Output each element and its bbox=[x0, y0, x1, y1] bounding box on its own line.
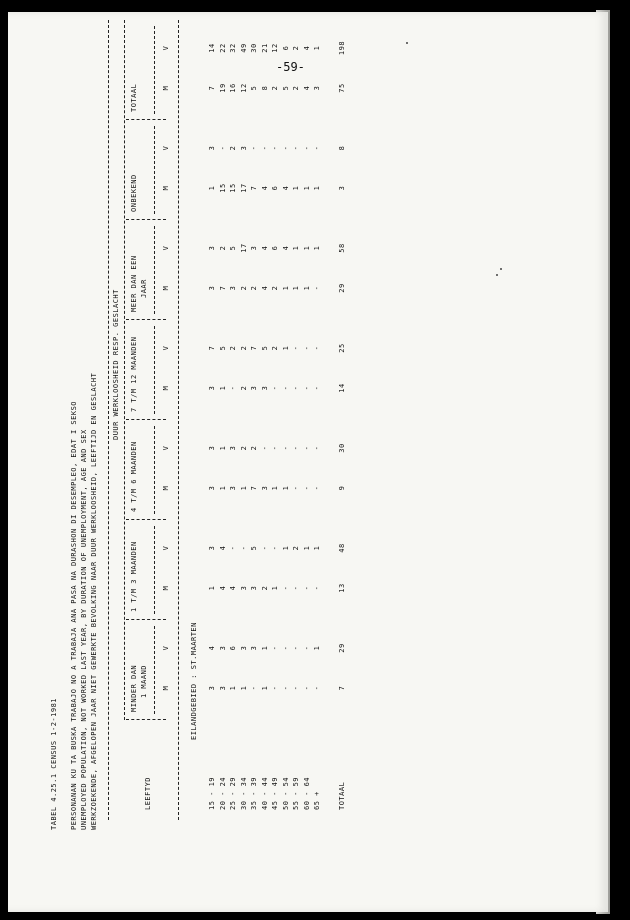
scan-speck bbox=[496, 274, 498, 276]
table-row-cell: 4 bbox=[218, 545, 227, 551]
table-row-cell: 4 bbox=[260, 285, 269, 291]
total-row-cell: 58 bbox=[337, 243, 346, 253]
table-row-cell: 15 bbox=[218, 183, 227, 193]
table-row-cell: 1 bbox=[302, 245, 311, 251]
table-row-cell: 3 bbox=[208, 545, 216, 551]
table-row-cell: - bbox=[302, 345, 311, 351]
table-row-cell: - bbox=[313, 685, 321, 691]
region-label: EILANDGEBIED : ST.MAARTEN bbox=[190, 622, 198, 740]
table-row-cell: 3 bbox=[218, 645, 227, 651]
total-row-cell: 30 bbox=[337, 443, 346, 453]
table-row-cell: 1 bbox=[281, 285, 290, 291]
table-row-cell: 2 bbox=[250, 285, 258, 291]
table-row-cell: - bbox=[250, 145, 258, 151]
table-row-cell: - bbox=[281, 385, 290, 391]
table-row-cell: - bbox=[302, 685, 311, 691]
table-row-cell: - bbox=[218, 145, 227, 151]
table-row-cell: 1 bbox=[313, 645, 321, 651]
table-row-cell: - bbox=[292, 145, 300, 151]
column-divider bbox=[126, 619, 166, 620]
column-divider bbox=[126, 219, 166, 220]
sex-header-m: M bbox=[162, 85, 170, 91]
table-row-cell: - bbox=[260, 445, 269, 451]
table-row-cell: 15 bbox=[229, 183, 237, 193]
table-row-label: 25 - 29 bbox=[229, 776, 237, 810]
table-row-cell: 2 bbox=[229, 345, 237, 351]
table-row-cell: 3 bbox=[250, 385, 258, 391]
table-row-label: 20 - 24 bbox=[218, 776, 227, 810]
table-row-cell: 2 bbox=[292, 85, 300, 91]
table-row-cell: 1 bbox=[281, 345, 290, 351]
table-row-cell: 1 bbox=[281, 545, 290, 551]
table-row-cell: 3 bbox=[208, 685, 216, 691]
table-row-cell: 6 bbox=[281, 45, 290, 51]
table-row-cell: - bbox=[313, 485, 321, 491]
table-row-cell: - bbox=[302, 485, 311, 491]
table-row-cell: 3 bbox=[208, 485, 216, 491]
age-column-header: LEEFTYD bbox=[144, 776, 152, 810]
total-row-cell: 75 bbox=[337, 83, 346, 93]
table-row-cell: 3 bbox=[208, 245, 216, 251]
table-row-cell: 1 bbox=[239, 485, 248, 491]
table-row-cell: 6 bbox=[271, 245, 279, 251]
column-divider bbox=[126, 519, 166, 520]
total-row-cell: 13 bbox=[337, 583, 346, 593]
table-row-cell: - bbox=[281, 445, 290, 451]
table-row-cell: - bbox=[271, 445, 279, 451]
table-row-cell: 3 bbox=[250, 245, 258, 251]
total-row-cell: 29 bbox=[337, 283, 346, 293]
table-row-cell: 2 bbox=[218, 245, 227, 251]
sex-header-m: M bbox=[162, 685, 170, 691]
sex-header-m: M bbox=[162, 485, 170, 491]
table-row-cell: 3 bbox=[218, 685, 227, 691]
table-row-cell: 3 bbox=[239, 145, 248, 151]
table-row-cell: - bbox=[292, 345, 300, 351]
table-row-cell: 7 bbox=[250, 185, 258, 191]
column-divider bbox=[126, 719, 166, 720]
table-row-cell: 1 bbox=[281, 485, 290, 491]
table-row-label: 55 - 59 bbox=[292, 776, 300, 810]
table-row-cell: 49 bbox=[239, 43, 248, 53]
table-row-cell: 1 bbox=[271, 485, 279, 491]
sex-header-v: V bbox=[162, 645, 170, 651]
table-row-cell: 5 bbox=[250, 545, 258, 551]
table-row-cell: 1 bbox=[229, 685, 237, 691]
table-row-cell: - bbox=[281, 685, 290, 691]
table-row-cell: - bbox=[271, 145, 279, 151]
total-row-cell: 198 bbox=[337, 40, 346, 56]
table-row-cell: - bbox=[302, 445, 311, 451]
column-header-label: TOTAAL bbox=[130, 83, 138, 112]
table-row-cell: 2 bbox=[271, 85, 279, 91]
table-row-cell: 3 bbox=[208, 445, 216, 451]
sex-rule bbox=[154, 526, 155, 614]
sex-rule bbox=[154, 26, 155, 114]
table-row-cell: 4 bbox=[281, 185, 290, 191]
total-row-label: TOTAAL bbox=[337, 781, 346, 810]
sex-rule bbox=[154, 626, 155, 714]
total-row-cell: 8 bbox=[337, 145, 346, 151]
sex-header-m: M bbox=[162, 185, 170, 191]
group-rule bbox=[124, 20, 125, 720]
column-header-label: 1 T/M 3 MAANDEN bbox=[130, 541, 138, 612]
table-row-cell: 1 bbox=[208, 185, 216, 191]
subtitle-line-3: WERKZOEKENDE, AFGELOPEN JAAR NIET GEWERKTE BEVOLKING NAAR DUUR WERKLOOSHEID, LEEFTIJD EN GESLACHT bbox=[90, 372, 98, 830]
table-row-cell: 14 bbox=[208, 43, 216, 53]
table-row-cell: 1 bbox=[292, 185, 300, 191]
table-row-cell: 3 bbox=[260, 485, 269, 491]
table-row-cell: 2 bbox=[260, 585, 269, 591]
table-row-cell: 3 bbox=[260, 385, 269, 391]
table-row-cell: 4 bbox=[260, 245, 269, 251]
table-row-cell: 4 bbox=[281, 245, 290, 251]
table-row-cell: 5 bbox=[218, 345, 227, 351]
table-row-cell: 3 bbox=[208, 145, 216, 151]
table-row-label: 45 - 49 bbox=[271, 776, 279, 810]
table-row-cell: - bbox=[229, 545, 237, 551]
table-row-cell: 1 bbox=[302, 185, 311, 191]
total-row-cell: 29 bbox=[337, 643, 346, 653]
table-row-cell: 2 bbox=[239, 285, 248, 291]
page-number: -59- bbox=[276, 60, 305, 74]
table-row-cell: 3 bbox=[229, 285, 237, 291]
table-row-cell: 1 bbox=[292, 245, 300, 251]
table-row-cell: 5 bbox=[250, 85, 258, 91]
table-row-cell: 7 bbox=[250, 345, 258, 351]
table-row-cell: - bbox=[313, 145, 321, 151]
sex-header-v: V bbox=[162, 45, 170, 51]
sex-rule bbox=[154, 326, 155, 414]
table-title: TABEL 4.25.1 CENSUS 1-2-1981 bbox=[50, 697, 58, 830]
table-row-cell: 1 bbox=[239, 685, 248, 691]
sex-rule bbox=[154, 126, 155, 214]
sex-rule bbox=[154, 426, 155, 514]
table-row-cell: 1 bbox=[313, 185, 321, 191]
table-row-cell: 1 bbox=[302, 285, 311, 291]
table-row-cell: 2 bbox=[239, 345, 248, 351]
column-divider bbox=[126, 119, 166, 120]
table-row-cell: - bbox=[271, 385, 279, 391]
table-row-cell: 5 bbox=[229, 245, 237, 251]
table-row-cell: 3 bbox=[229, 485, 237, 491]
table-row-cell: 2 bbox=[271, 285, 279, 291]
table-row-cell: 4 bbox=[229, 585, 237, 591]
table-row-cell: 12 bbox=[239, 83, 248, 93]
table-row-label: 65 + bbox=[313, 791, 321, 810]
table-row-cell: 1 bbox=[313, 245, 321, 251]
table-row-cell: - bbox=[313, 345, 321, 351]
table-row-cell: 3 bbox=[250, 645, 258, 651]
sex-rule bbox=[154, 226, 155, 314]
sex-header-v: V bbox=[162, 245, 170, 251]
table-row-cell: - bbox=[281, 645, 290, 651]
column-header-sublabel: JAAR bbox=[140, 279, 148, 298]
table-row-cell: 3 bbox=[208, 285, 216, 291]
table-row-cell: - bbox=[313, 285, 321, 291]
table-row-cell: 2 bbox=[292, 45, 300, 51]
sex-header-v: V bbox=[162, 445, 170, 451]
sex-header-m: M bbox=[162, 385, 170, 391]
table-row-cell: - bbox=[271, 685, 279, 691]
total-row-cell: 48 bbox=[337, 543, 346, 553]
table-row-cell: - bbox=[292, 445, 300, 451]
table-row-cell: - bbox=[292, 685, 300, 691]
table-row-cell: 4 bbox=[302, 45, 311, 51]
table-row-cell: 1 bbox=[208, 585, 216, 591]
table-row-cell: 7 bbox=[208, 345, 216, 351]
table-row-cell: 1 bbox=[292, 285, 300, 291]
table-row-label: 50 - 54 bbox=[281, 776, 290, 810]
table-row-label: 40 - 44 bbox=[260, 776, 269, 810]
table-row-cell: - bbox=[302, 385, 311, 391]
table-row-cell: - bbox=[239, 545, 248, 551]
table-row-cell: 7 bbox=[250, 485, 258, 491]
table-row-cell: 1 bbox=[313, 45, 321, 51]
table-row-cell: 3 bbox=[229, 445, 237, 451]
table-row-cell: 30 bbox=[250, 43, 258, 53]
column-divider bbox=[126, 319, 166, 320]
table-row-cell: - bbox=[281, 585, 290, 591]
table-row-cell: 4 bbox=[218, 585, 227, 591]
table-row-cell: 1 bbox=[260, 685, 269, 691]
table-row-cell: 7 bbox=[208, 85, 216, 91]
total-row-cell: 9 bbox=[337, 485, 346, 491]
table-row-cell: 17 bbox=[239, 243, 248, 253]
table-row-cell: - bbox=[292, 645, 300, 651]
table-row-cell: - bbox=[292, 585, 300, 591]
table-row-cell: 6 bbox=[271, 185, 279, 191]
table-row-cell: 17 bbox=[239, 183, 248, 193]
table-row-cell: 4 bbox=[302, 85, 311, 91]
table-row-label: 30 - 34 bbox=[239, 776, 248, 810]
table-row-cell: 3 bbox=[239, 645, 248, 651]
table-row-cell: 22 bbox=[218, 43, 227, 53]
table-row-cell: - bbox=[281, 145, 290, 151]
table-row-cell: 12 bbox=[271, 43, 279, 53]
table-row-cell: - bbox=[260, 145, 269, 151]
table-row-cell: 4 bbox=[260, 185, 269, 191]
table-row-cell: - bbox=[271, 645, 279, 651]
table-row-cell: - bbox=[313, 585, 321, 591]
table-row-cell: 3 bbox=[250, 585, 258, 591]
table-row-cell: 3 bbox=[239, 585, 248, 591]
column-header-label: 4 T/M 6 MAANDEN bbox=[130, 441, 138, 512]
table-row-cell: - bbox=[302, 145, 311, 151]
table-row-cell: 8 bbox=[260, 85, 269, 91]
column-header-label: 7 T/M 12 MAANDEN bbox=[130, 336, 138, 412]
table-row-cell: 1 bbox=[218, 385, 227, 391]
rotated-table bbox=[50, 0, 350, 830]
table-row-cell: - bbox=[229, 385, 237, 391]
table-row-cell: 1 bbox=[313, 545, 321, 551]
group-title: DUUR WERKLOOSHEID RESP. GESLACHT bbox=[112, 289, 120, 440]
table-row-cell: 7 bbox=[218, 285, 227, 291]
table-row-cell: 2 bbox=[250, 445, 258, 451]
column-header-label: MEER DAN EEN bbox=[130, 255, 138, 312]
sex-header-v: V bbox=[162, 345, 170, 351]
table-row-label: 15 - 19 bbox=[208, 776, 216, 810]
column-header-label: ONBEKEND bbox=[130, 174, 138, 212]
subtitle-line-1: PERSONANAN KU TA BUSKA TRABAJO NO A TRABAJA ANA PASA NA DURASHON DI DESEMPLEO, EDAT I SEKSO bbox=[70, 400, 78, 830]
table-top-rule bbox=[108, 20, 109, 820]
table-row-cell: 21 bbox=[260, 43, 269, 53]
table-row-cell: - bbox=[302, 645, 311, 651]
table-row-cell: 1 bbox=[271, 585, 279, 591]
table-row-cell: - bbox=[250, 685, 258, 691]
column-header-sublabel: 1 MAAND bbox=[140, 664, 148, 698]
table-row-cell: - bbox=[292, 385, 300, 391]
sex-header-m: M bbox=[162, 585, 170, 591]
table-row-cell: 4 bbox=[208, 645, 216, 651]
table-row-cell: - bbox=[302, 585, 311, 591]
total-row-cell: 3 bbox=[337, 185, 346, 191]
table-row-cell: - bbox=[292, 485, 300, 491]
scan-speck bbox=[406, 42, 408, 44]
sex-header-v: V bbox=[162, 545, 170, 551]
total-row-cell: 7 bbox=[337, 685, 346, 691]
table-row-cell: 2 bbox=[239, 385, 248, 391]
table-row-cell: 1 bbox=[260, 645, 269, 651]
table-row-cell: 3 bbox=[208, 385, 216, 391]
table-row-cell: 16 bbox=[229, 83, 237, 93]
table-row-cell: - bbox=[271, 545, 279, 551]
table-row-cell: - bbox=[313, 445, 321, 451]
table-row-cell: 1 bbox=[302, 545, 311, 551]
sex-header-m: M bbox=[162, 285, 170, 291]
table-row-cell: 19 bbox=[218, 83, 227, 93]
table-row-cell: 1 bbox=[218, 445, 227, 451]
table-row-cell: 2 bbox=[271, 345, 279, 351]
scan-speck bbox=[500, 268, 502, 270]
table-row-cell: 32 bbox=[229, 43, 237, 53]
table-row-cell: 3 bbox=[313, 85, 321, 91]
table-row-label: 60 - 64 bbox=[302, 776, 311, 810]
total-row-cell: 14 bbox=[337, 383, 346, 393]
table-row-cell: 5 bbox=[260, 345, 269, 351]
sex-header-v: V bbox=[162, 145, 170, 151]
table-row-cell: - bbox=[260, 545, 269, 551]
table-row-cell: 6 bbox=[229, 645, 237, 651]
table-row-cell: 2 bbox=[239, 445, 248, 451]
table-row-cell: - bbox=[313, 385, 321, 391]
column-divider bbox=[126, 419, 166, 420]
table-row-cell: 1 bbox=[218, 485, 227, 491]
table-row-label: 35 - 39 bbox=[250, 776, 258, 810]
table-row-cell: 2 bbox=[292, 545, 300, 551]
total-row-cell: 25 bbox=[337, 343, 346, 353]
column-header-label: MINDER DAN bbox=[130, 664, 138, 712]
subtitle-line-2: UNEMPLOYED POPULATION, NOT WORKED LAST YEAR, BY DURATION OF UNEMPLOYMENT, AGE AND SEX bbox=[80, 429, 88, 830]
table-row-cell: 2 bbox=[229, 145, 237, 151]
table-row-cell: 5 bbox=[281, 85, 290, 91]
header-bottom-rule bbox=[178, 20, 179, 820]
